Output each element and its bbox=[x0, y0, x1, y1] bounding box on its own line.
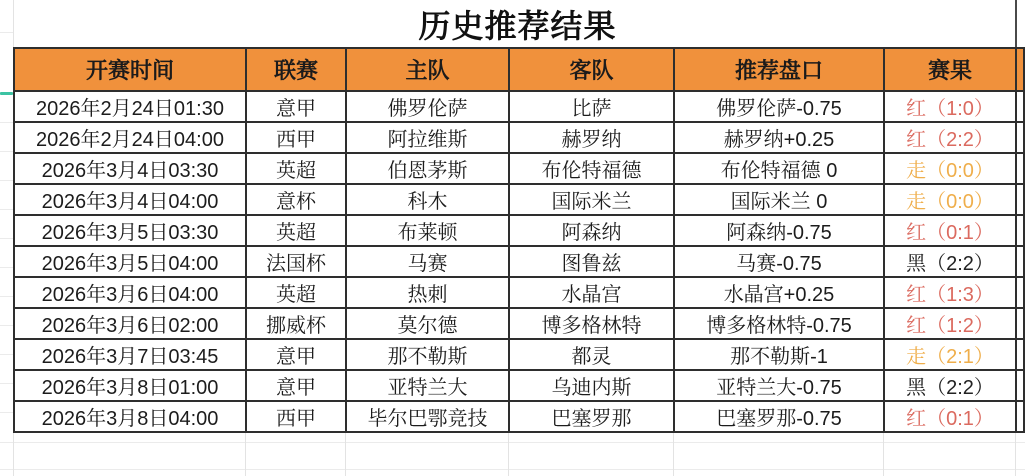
table-row bbox=[14, 122, 1024, 153]
cell-result[interactable]: 红（2:2） bbox=[884, 122, 1016, 153]
cutoff-column-header bbox=[1016, 48, 1024, 91]
cell-away[interactable]: 都灵 bbox=[509, 339, 674, 370]
table-row bbox=[14, 91, 1024, 122]
cell-handicap[interactable]: 赫罗纳+0.25 bbox=[674, 122, 884, 153]
cell-result[interactable]: 黑（2:2） bbox=[884, 246, 1016, 277]
cell-handicap[interactable]: 阿森纳-0.75 bbox=[674, 215, 884, 246]
cell-league[interactable]: 意甲 bbox=[246, 91, 346, 122]
cell-home[interactable]: 伯恩茅斯 bbox=[346, 153, 509, 184]
cell-handicap[interactable]: 亚特兰大-0.75 bbox=[674, 370, 884, 401]
sheet-gridline bbox=[0, 325, 13, 326]
cell-handicap[interactable]: 国际米兰 0 bbox=[674, 184, 884, 215]
sheet-gridline bbox=[0, 180, 13, 181]
sheet-gridline bbox=[0, 469, 1025, 470]
cell-result[interactable]: 走（0:0） bbox=[884, 153, 1016, 184]
header-cell-home[interactable]: 主队 bbox=[346, 48, 509, 91]
sheet-gridline bbox=[0, 122, 13, 123]
cutoff-column-cell bbox=[1016, 184, 1024, 215]
cell-time[interactable]: 2026年3月5日04:00 bbox=[14, 246, 246, 277]
cell-time[interactable]: 2026年3月4日03:30 bbox=[14, 153, 246, 184]
cell-result[interactable]: 红（0:1） bbox=[884, 215, 1016, 246]
cell-home[interactable]: 毕尔巴鄂竞技 bbox=[346, 401, 509, 432]
cell-home[interactable]: 热刺 bbox=[346, 277, 509, 308]
cell-time[interactable]: 2026年3月8日04:00 bbox=[14, 401, 246, 432]
table-row bbox=[14, 246, 1024, 277]
table-row bbox=[14, 339, 1024, 370]
cell-league[interactable]: 西甲 bbox=[246, 401, 346, 432]
cell-time[interactable]: 2026年3月6日02:00 bbox=[14, 308, 246, 339]
cell-home[interactable]: 布莱顿 bbox=[346, 215, 509, 246]
table-row bbox=[14, 184, 1024, 215]
cell-league[interactable]: 挪威杯 bbox=[246, 308, 346, 339]
sheet-gridline bbox=[0, 442, 1025, 443]
header-cell-time[interactable]: 开赛时间 bbox=[14, 48, 246, 91]
cell-home[interactable]: 佛罗伦萨 bbox=[346, 91, 509, 122]
cell-handicap[interactable]: 巴塞罗那-0.75 bbox=[674, 401, 884, 432]
freeze-pane-indicator bbox=[0, 92, 13, 95]
cell-time[interactable]: 2026年3月6日04:00 bbox=[14, 277, 246, 308]
cutoff-column-cell bbox=[1016, 246, 1024, 277]
cell-league[interactable]: 法国杯 bbox=[246, 246, 346, 277]
cell-away[interactable]: 阿森纳 bbox=[509, 215, 674, 246]
cell-time[interactable]: 2026年3月5日03:30 bbox=[14, 215, 246, 246]
cell-result[interactable]: 红（1:3） bbox=[884, 277, 1016, 308]
table-row bbox=[14, 277, 1024, 308]
header-cell-handicap[interactable]: 推荐盘口 bbox=[674, 48, 884, 91]
cell-league[interactable]: 意甲 bbox=[246, 370, 346, 401]
cell-home[interactable]: 阿拉维斯 bbox=[346, 122, 509, 153]
cell-handicap[interactable]: 马赛-0.75 bbox=[674, 246, 884, 277]
cell-result[interactable]: 走（0:0） bbox=[884, 184, 1016, 215]
cell-league[interactable]: 英超 bbox=[246, 215, 346, 246]
cell-time[interactable]: 2026年2月24日04:00 bbox=[14, 122, 246, 153]
cutoff-column-cell bbox=[1016, 308, 1024, 339]
sheet-gridline bbox=[0, 354, 13, 355]
sheet-gridline bbox=[0, 383, 13, 384]
sheet-gridline bbox=[0, 296, 13, 297]
title-row bbox=[0, 0, 1025, 47]
sheet-gridline bbox=[0, 412, 13, 413]
header-cell-league[interactable]: 联赛 bbox=[246, 48, 346, 91]
table-row bbox=[14, 153, 1024, 184]
cell-home[interactable]: 科木 bbox=[346, 184, 509, 215]
cutoff-column-cell bbox=[1016, 215, 1024, 246]
cell-handicap[interactable]: 水晶宫+0.25 bbox=[674, 277, 884, 308]
cell-result[interactable]: 红（0:1） bbox=[884, 401, 1016, 432]
page-title[interactable]: 历史推荐结果 bbox=[418, 7, 617, 44]
cell-league[interactable]: 英超 bbox=[246, 277, 346, 308]
header-row bbox=[14, 48, 1024, 91]
header-cell-result[interactable]: 赛果 bbox=[884, 48, 1016, 91]
cell-result[interactable]: 黑（2:2） bbox=[884, 370, 1016, 401]
table-row bbox=[14, 401, 1024, 432]
cell-handicap[interactable]: 博多格林特-0.75 bbox=[674, 308, 884, 339]
cell-handicap[interactable]: 布伦特福德 0 bbox=[674, 153, 884, 184]
cell-time[interactable]: 2026年2月24日01:30 bbox=[14, 91, 246, 122]
cell-result[interactable]: 红（1:0） bbox=[884, 91, 1016, 122]
table-row bbox=[14, 308, 1024, 339]
cell-league[interactable]: 英超 bbox=[246, 153, 346, 184]
cell-league[interactable]: 意杯 bbox=[246, 184, 346, 215]
cell-home[interactable]: 莫尔德 bbox=[346, 308, 509, 339]
sheet-gridline bbox=[0, 209, 13, 210]
table-row bbox=[14, 215, 1024, 246]
cutoff-column-cell bbox=[1016, 153, 1024, 184]
cell-league[interactable]: 意甲 bbox=[246, 339, 346, 370]
cell-home[interactable]: 那不勒斯 bbox=[346, 339, 509, 370]
cell-away[interactable]: 国际米兰 bbox=[509, 184, 674, 215]
cell-away[interactable]: 图鲁兹 bbox=[509, 246, 674, 277]
cell-away[interactable]: 赫罗纳 bbox=[509, 122, 674, 153]
header-cell-away[interactable]: 客队 bbox=[509, 48, 674, 91]
cutoff-column-cell bbox=[1016, 277, 1024, 308]
cell-away[interactable]: 比萨 bbox=[509, 91, 674, 122]
cell-time[interactable]: 2026年3月4日04:00 bbox=[14, 184, 246, 215]
sheet-gridline bbox=[0, 267, 13, 268]
cell-away[interactable]: 巴塞罗那 bbox=[509, 401, 674, 432]
cell-away[interactable]: 布伦特福德 bbox=[509, 153, 674, 184]
cell-handicap[interactable]: 佛罗伦萨-0.75 bbox=[674, 91, 884, 122]
cell-time[interactable]: 2026年3月8日01:00 bbox=[14, 370, 246, 401]
cell-away[interactable]: 乌迪内斯 bbox=[509, 370, 674, 401]
cell-time[interactable]: 2026年3月7日03:45 bbox=[14, 339, 246, 370]
sheet-gridline bbox=[0, 151, 13, 152]
table-row bbox=[14, 370, 1024, 401]
cell-handicap[interactable]: 那不勒斯-1 bbox=[674, 339, 884, 370]
cell-result[interactable]: 走（2:1） bbox=[884, 339, 1016, 370]
cell-result[interactable]: 红（1:2） bbox=[884, 308, 1016, 339]
cutoff-column-cell bbox=[1016, 339, 1024, 370]
cutoff-column-cell bbox=[1016, 370, 1024, 401]
cell-league[interactable]: 西甲 bbox=[246, 122, 346, 153]
cutoff-column-cell bbox=[1016, 401, 1024, 432]
sheet-gridline bbox=[0, 238, 13, 239]
cell-home[interactable]: 马赛 bbox=[346, 246, 509, 277]
cutoff-column-cell bbox=[1016, 91, 1024, 122]
cutoff-column-cell bbox=[1016, 122, 1024, 153]
cell-home[interactable]: 亚特兰大 bbox=[346, 370, 509, 401]
cell-away[interactable]: 水晶宫 bbox=[509, 277, 674, 308]
results-table bbox=[13, 47, 1025, 433]
cell-away[interactable]: 博多格林特 bbox=[509, 308, 674, 339]
